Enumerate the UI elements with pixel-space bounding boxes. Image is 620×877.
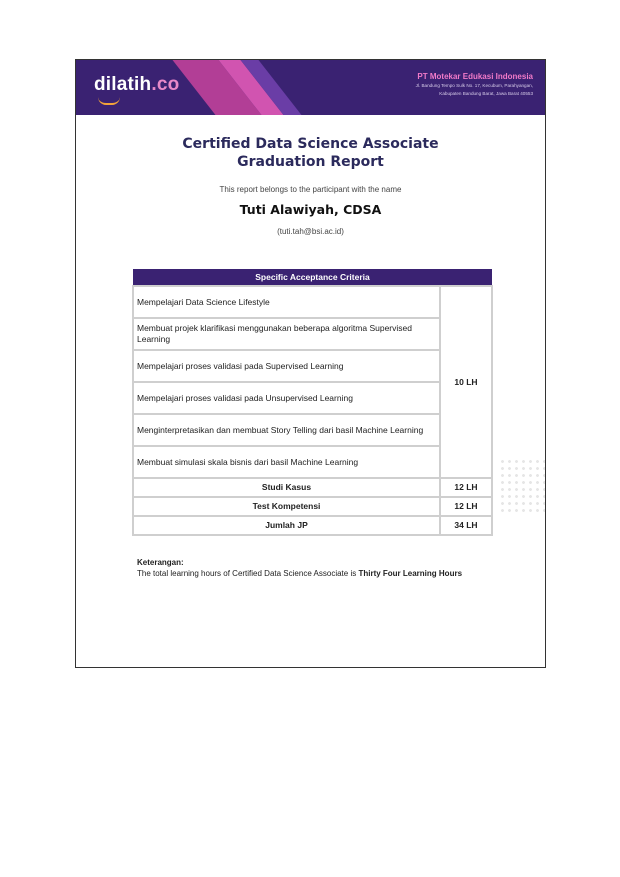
- logo-suffix: .co: [151, 74, 180, 95]
- notes-label: Keterangan:: [137, 558, 184, 567]
- dilatih-logo: [94, 74, 179, 96]
- company-address-line2: Kabupaten Bandung Barat, Jawa Barat 40553: [439, 91, 533, 96]
- notes-text-prefix: The total learning hours of Certified Data Science Associate is: [137, 568, 359, 578]
- summary-label: Studi Kasus: [133, 478, 440, 497]
- participant-name: Tuti Alawiyah, CDSA: [239, 202, 382, 217]
- criteria-item: Membuat projek klarifikasi menggunakan beberapa algoritma Supervised Learning: [133, 318, 440, 350]
- summary-hours: 34 LH: [440, 516, 492, 535]
- company-address-line1: Jl. Bandung Tempo Sulk No. 17, Kecubum, Parahyangan,: [415, 83, 533, 88]
- criteria-item: Mempelajari proses validasi pada Unsupervised Learning: [133, 382, 440, 414]
- notes-text-bold: Thirty Four Learning Hours: [358, 568, 463, 578]
- summary-hours: 12 LH: [440, 478, 492, 497]
- criteria-hours: 10 LH: [440, 286, 492, 478]
- dot-pattern-decoration: [499, 458, 545, 514]
- criteria-table: [132, 269, 493, 536]
- criteria-item: Mempelajari Data Science Lifestyle: [133, 286, 440, 318]
- company-name: PT Motekar Edukasi Indonesia: [417, 72, 533, 81]
- criteria-table-header: Specific Acceptance Criteria: [133, 269, 492, 286]
- summary-label: Jumlah JP: [133, 516, 440, 535]
- criteria-item: Mempelajari proses validasi pada Supervised Learning: [133, 350, 440, 382]
- summary-hours: 12 LH: [440, 497, 492, 516]
- logo-text: dilatih: [94, 74, 152, 95]
- notes-text: [137, 569, 497, 580]
- summary-label: Test Kompetensi: [133, 497, 440, 516]
- certificate-page: [75, 59, 546, 668]
- notes-section: [137, 558, 497, 579]
- report-title: Certified Data Science Associate: [182, 136, 439, 152]
- intro-text: This report belongs to the participant with the name: [219, 185, 402, 194]
- participant-email: (tuti.tah@bsi.ac.id): [277, 227, 344, 236]
- criteria-item: Membuat simulasi skala bisnis dari basil Machine Learning: [133, 446, 440, 478]
- criteria-item: Menginterpretasikan dan membuat Story Telling dari basil Machine Learning: [133, 414, 440, 446]
- logo-smile-icon: [98, 97, 120, 105]
- report-subtitle: Graduation Report: [237, 154, 384, 170]
- page-header: [76, 60, 545, 115]
- company-info: [293, 72, 533, 97]
